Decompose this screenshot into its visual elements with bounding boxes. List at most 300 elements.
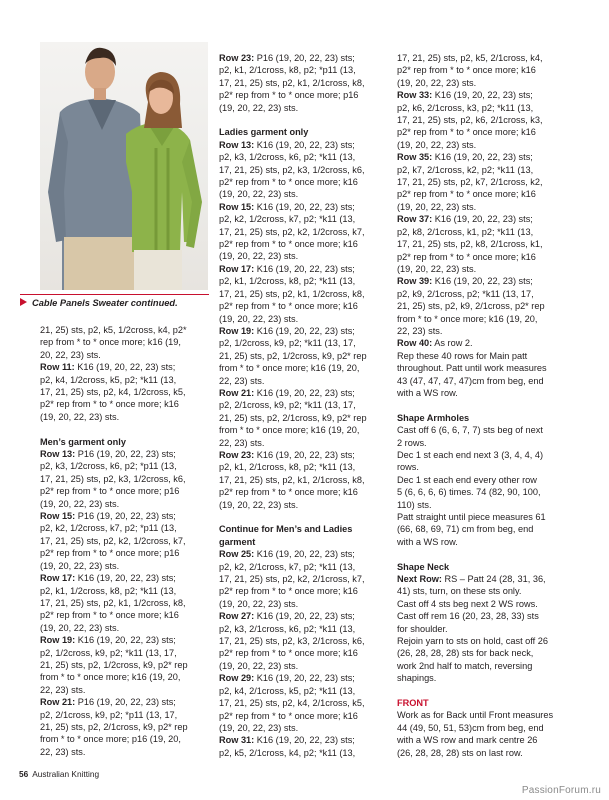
sweater-photo bbox=[40, 42, 208, 290]
line-text: with a WS row and mark centre 26 bbox=[397, 735, 538, 746]
text-line bbox=[219, 263, 399, 275]
line-text: 41) sts, turn, on these sts only. bbox=[397, 586, 522, 597]
line-text: K16 (19, 20, 22, 23) sts; bbox=[432, 214, 533, 225]
section-heading: Continue for Men’s and Ladies bbox=[219, 524, 353, 535]
text-line bbox=[40, 361, 220, 373]
text-line bbox=[40, 647, 220, 659]
text-line bbox=[219, 313, 399, 325]
line-text: p2, k3, 1/2cross, k6, p2; *p11 (13, bbox=[40, 461, 177, 472]
text-line bbox=[397, 251, 577, 263]
text-line bbox=[397, 722, 577, 734]
line-text: K16 (19, 20, 22, 23) sts; bbox=[254, 325, 355, 336]
row-label: Row 29: bbox=[219, 673, 255, 684]
text-line bbox=[40, 622, 220, 634]
line-text: (19, 20, 22, 23) sts. bbox=[219, 598, 299, 609]
row-label: Row 15: bbox=[40, 511, 76, 522]
line-text: K16 (19, 20, 22, 23) sts; bbox=[254, 139, 355, 150]
line-text: Dec 1 st each end every other row bbox=[397, 474, 537, 485]
text-line bbox=[397, 89, 577, 101]
section-heading: Shape Neck bbox=[397, 561, 450, 572]
text-line bbox=[397, 437, 577, 449]
text-line bbox=[397, 350, 577, 362]
row-label: Row 35: bbox=[397, 152, 433, 163]
line-text: p2, k2, 1/2cross, k7, p2; *k11 (13, bbox=[219, 214, 356, 225]
line-text: Dec 1 st each end next 3 (3, 4, 4, 4) bbox=[397, 449, 544, 460]
text-line bbox=[40, 522, 220, 534]
line-text: 22, 23) sts. bbox=[219, 375, 265, 386]
text-line bbox=[219, 623, 399, 635]
text-line bbox=[40, 349, 220, 361]
row-label: Row 13: bbox=[219, 139, 255, 150]
text-line bbox=[397, 598, 577, 610]
line-text: 43 (47, 47, 47, 47)cm from beg, end bbox=[397, 375, 544, 386]
text-line bbox=[397, 424, 577, 436]
row-label: Row 19: bbox=[219, 325, 255, 336]
text-line bbox=[40, 460, 220, 472]
text-line bbox=[397, 151, 577, 163]
text-line bbox=[397, 275, 577, 287]
section-heading: Ladies garment only bbox=[219, 127, 309, 138]
text-line bbox=[219, 102, 399, 114]
text-line bbox=[397, 213, 577, 225]
text-line bbox=[219, 486, 399, 498]
line-text: Rep these 40 rows for Main patt bbox=[397, 350, 528, 361]
line-text: (19, 20, 22, 23) sts. bbox=[397, 263, 477, 274]
line-text: (19, 20, 22, 23) sts. bbox=[219, 102, 299, 113]
line-text: p2* rep from * to * once more; p16 bbox=[40, 548, 180, 559]
text-line bbox=[397, 362, 577, 374]
text-line bbox=[219, 449, 399, 461]
row-label: Row 21: bbox=[219, 387, 255, 398]
text-line bbox=[219, 722, 399, 734]
line-text: Cast off rem 16 (20, 23, 28, 33) sts bbox=[397, 611, 539, 622]
line-text: P16 (19, 20, 22, 23) sts; bbox=[75, 511, 176, 522]
line-text: 21, 25) sts, p2, 2/1cross, k9, p2* rep bbox=[40, 721, 188, 732]
row-label: Row 11: bbox=[40, 362, 75, 373]
line-text: 2 rows. bbox=[397, 437, 427, 448]
page-footer bbox=[19, 769, 99, 779]
text-line bbox=[219, 213, 399, 225]
line-text: (19, 20, 22, 23) sts. bbox=[40, 622, 120, 633]
text-line bbox=[40, 374, 220, 386]
text-line bbox=[40, 448, 220, 460]
line-text: p2, k1, 2/1cross, k8, p2; *k11 (13, bbox=[219, 462, 356, 473]
text-line bbox=[219, 300, 399, 312]
line-text: p2, k1, 2/1cross, k8, p2; *p11 (13, bbox=[219, 65, 356, 76]
text-line bbox=[219, 176, 399, 188]
text-line bbox=[40, 696, 220, 708]
line-text: p2, 1/2cross, k9, p2; *k11 (13, 17, bbox=[40, 647, 177, 658]
paragraph-gap bbox=[397, 685, 577, 697]
line-text: Work as for Back until Front measures bbox=[397, 710, 554, 721]
text-line bbox=[40, 671, 220, 683]
text-line bbox=[219, 64, 399, 76]
text-line bbox=[397, 747, 577, 759]
line-text: 21, 25) sts, p2, 1/2cross, k9, p2* rep bbox=[40, 659, 188, 670]
paragraph-gap bbox=[219, 114, 399, 126]
line-text: p2* rep from * to * once more; k16 bbox=[40, 399, 179, 410]
line-text: (19, 20, 22, 23) sts. bbox=[397, 139, 477, 150]
line-text: 17, 21, 25) sts, p2, k1, 1/2cross, k8, bbox=[219, 288, 365, 299]
text-line bbox=[219, 288, 399, 300]
text-line bbox=[219, 548, 399, 560]
text-line bbox=[40, 609, 220, 621]
line-text: 44 (49, 50, 51, 53)cm from beg, end bbox=[397, 722, 544, 733]
text-line bbox=[219, 238, 399, 250]
text-line bbox=[397, 709, 577, 721]
paragraph-gap bbox=[397, 548, 577, 560]
row-label: Next Row: bbox=[397, 574, 442, 585]
line-text: p2, k4, 2/1cross, k5, p2; *k11 (13, bbox=[219, 685, 356, 696]
text-line bbox=[219, 337, 399, 349]
text-line bbox=[40, 498, 220, 510]
text-line bbox=[40, 746, 220, 758]
line-text: K16 (19, 20, 22, 23) sts; bbox=[254, 263, 355, 274]
line-text: from * to * once more; k16 (19, 20, bbox=[219, 363, 360, 374]
text-line bbox=[219, 734, 399, 746]
text-line bbox=[397, 511, 577, 523]
text-line bbox=[397, 226, 577, 238]
line-text: p2, k7, 2/1cross, k2, p2; *k11 (13, bbox=[397, 164, 534, 175]
text-line bbox=[219, 598, 399, 610]
line-text: p2* rep from * to * once more; k16 bbox=[219, 177, 358, 188]
line-text: from * to * once more; k16 (19, 20, bbox=[40, 672, 181, 683]
text-line bbox=[40, 510, 220, 522]
line-text: p2, k5, 2/1cross, k4, p2; *k11 (13, bbox=[219, 747, 356, 758]
line-text: 17, 21, 25) sts, p2, k5, 2/1cross, k4, bbox=[397, 53, 543, 63]
text-line bbox=[219, 52, 399, 64]
line-text: 17, 21, 25) sts, p2, k2, 2/1cross, k7, bbox=[219, 574, 365, 585]
text-line bbox=[397, 536, 577, 548]
line-text: 17, 21, 25) sts, p2, k3, 1/2cross, k6, bbox=[40, 473, 186, 484]
text-line bbox=[397, 660, 577, 672]
text-line bbox=[219, 375, 399, 387]
text-line bbox=[397, 387, 577, 399]
line-text: 17, 21, 25) sts, p2, k7, 2/1cross, k2, bbox=[397, 177, 543, 188]
text-line bbox=[219, 747, 399, 759]
paragraph-gap bbox=[40, 423, 220, 435]
text-line bbox=[219, 164, 399, 176]
line-text: P16 (19, 20, 22, 23) sts; bbox=[75, 697, 176, 708]
text-line bbox=[219, 672, 399, 684]
line-text: with a WS row. bbox=[397, 536, 458, 547]
line-text: Rejoin yarn to sts on hold, cast off 26 bbox=[397, 636, 549, 647]
line-text: p2, k1, 1/2cross, k8, p2; *k11 (13, bbox=[40, 585, 177, 596]
line-text: K16 (19, 20, 22, 23) sts; bbox=[254, 201, 355, 212]
text-line bbox=[219, 660, 399, 672]
line-text: Cast off 4 sts beg next 2 WS rows. bbox=[397, 598, 538, 609]
line-text: work 2nd half to match, reversing bbox=[397, 660, 533, 671]
text-line bbox=[219, 635, 399, 647]
text-line bbox=[219, 585, 399, 597]
line-text: 17, 21, 25) sts, p2, k6, 2/1cross, k3, bbox=[397, 115, 543, 126]
text-line bbox=[397, 449, 577, 461]
line-text: with a WS row. bbox=[397, 387, 458, 398]
line-text: 17, 21, 25) sts, p2, k3, 1/2cross, k6, bbox=[219, 164, 365, 175]
line-text: 110) sts. bbox=[397, 499, 432, 510]
text-line bbox=[219, 647, 399, 659]
text-line bbox=[397, 64, 577, 76]
text-line bbox=[40, 336, 220, 348]
line-text: As row 2. bbox=[432, 338, 473, 349]
section-heading-red: FRONT bbox=[397, 698, 429, 709]
text-line bbox=[219, 399, 399, 411]
text-column-1 bbox=[40, 324, 220, 758]
text-line bbox=[219, 350, 399, 362]
text-line bbox=[397, 114, 577, 126]
line-text: p2* rep from * to * once more; k16 bbox=[40, 610, 179, 621]
text-line bbox=[397, 176, 577, 188]
text-line bbox=[40, 386, 220, 398]
line-text: 21, 25) sts, p2, k9, 2/1cross, p2* rep bbox=[397, 301, 545, 312]
text-line bbox=[397, 164, 577, 176]
line-text: p2, k2, 1/2cross, k7, p2; *p11 (13, bbox=[40, 523, 177, 534]
page-number: 56 bbox=[19, 769, 29, 779]
text-line bbox=[219, 275, 399, 287]
line-text: p2* rep from * to * once more; k16 bbox=[397, 65, 536, 76]
text-line bbox=[397, 102, 577, 114]
line-text: 20, 22, 23) sts. bbox=[40, 349, 101, 360]
line-text: K16 (19, 20, 22, 23) sts; bbox=[432, 152, 533, 163]
text-line bbox=[397, 734, 577, 746]
row-label: Row 23: bbox=[219, 53, 255, 63]
text-line bbox=[219, 151, 399, 163]
line-text: p2, 2/1cross, k9, p2; *k11 (13, 17, bbox=[219, 400, 356, 411]
text-line bbox=[40, 733, 220, 745]
text-line bbox=[219, 710, 399, 722]
text-line bbox=[219, 697, 399, 709]
line-text: p2, 1/2cross, k9, p2; *k11 (13, 17, bbox=[219, 338, 356, 349]
row-label: Row 17: bbox=[40, 573, 76, 584]
line-text: throughout. Patt until work measures bbox=[397, 363, 547, 374]
line-text: (19, 20, 22, 23) sts. bbox=[219, 313, 299, 324]
line-text: 17, 21, 25) sts, p2, k8, 2/1cross, k1, bbox=[397, 239, 543, 250]
line-text: p2* rep from * to * once more; k16 bbox=[397, 127, 536, 138]
line-text: rows. bbox=[397, 462, 419, 473]
line-text: for shoulder. bbox=[397, 623, 448, 634]
text-line bbox=[40, 485, 220, 497]
text-line bbox=[219, 499, 399, 511]
row-label: Row 17: bbox=[219, 263, 255, 274]
line-text: (19, 20, 22, 23) sts. bbox=[219, 251, 299, 262]
line-text: (26, 28, 28, 28) sts for back neck, bbox=[397, 648, 534, 659]
caption-rule bbox=[20, 294, 209, 295]
line-text: 21, 25) sts, p2, 1/2cross, k9, p2* rep bbox=[219, 350, 367, 361]
text-line bbox=[397, 126, 577, 138]
text-line bbox=[40, 597, 220, 609]
text-line bbox=[219, 424, 399, 436]
line-text: 22, 23) sts. bbox=[40, 746, 86, 757]
line-text: 22, 23) sts. bbox=[219, 437, 265, 448]
line-text: p2, k6, 2/1cross, k3, p2; *k11 (13, bbox=[397, 102, 534, 113]
line-text: (26, 28, 28, 28) sts on last row. bbox=[397, 747, 523, 758]
paragraph-gap bbox=[397, 399, 577, 411]
line-text: p2* rep from * to * once more; k16 bbox=[397, 251, 536, 262]
text-line bbox=[219, 573, 399, 585]
row-label: Row 27: bbox=[219, 611, 255, 622]
text-line bbox=[397, 52, 577, 64]
magazine-name: Australian Knitting bbox=[32, 769, 100, 779]
line-text: (19, 20, 22, 23) sts. bbox=[397, 77, 477, 88]
text-line bbox=[397, 610, 577, 622]
line-text: rep from * to * once more; k16 (19, bbox=[40, 337, 181, 348]
row-label: Row 15: bbox=[219, 201, 255, 212]
text-line bbox=[397, 263, 577, 275]
text-line bbox=[397, 139, 577, 151]
line-text: K16 (19, 20, 22, 23) sts; bbox=[432, 276, 533, 287]
text-line bbox=[397, 635, 577, 647]
text-line bbox=[397, 461, 577, 473]
text-line bbox=[397, 672, 577, 684]
text-line bbox=[219, 89, 399, 101]
text-line bbox=[397, 499, 577, 511]
line-text: Patt straight until piece measures 61 bbox=[397, 512, 546, 523]
line-text: 17, 21, 25) sts, p2, k1, 2/1cross, k8, bbox=[219, 474, 365, 485]
row-label: Row 19: bbox=[40, 635, 76, 646]
line-text: K16 (19, 20, 22, 23) sts; bbox=[432, 90, 533, 101]
line-text: from * to * once more; k16 (19, 20, bbox=[219, 425, 360, 436]
line-text: p2* rep from * to * once more; k16 bbox=[219, 586, 358, 597]
text-line bbox=[397, 325, 577, 337]
line-text: (19, 20, 22, 23) sts. bbox=[219, 189, 299, 200]
row-label: Row 40: bbox=[397, 338, 433, 349]
text-line bbox=[219, 250, 399, 262]
line-text: (19, 20, 22, 23) sts. bbox=[40, 498, 120, 509]
line-text: 5 (6, 6, 6, 6) times. 74 (82, 90, 100, bbox=[397, 487, 541, 498]
text-line bbox=[397, 300, 577, 312]
text-line bbox=[397, 238, 577, 250]
caption-text: Cable Panels Sweater continued. bbox=[32, 298, 178, 308]
text-line bbox=[40, 411, 220, 423]
text-line bbox=[40, 473, 220, 485]
text-line bbox=[219, 77, 399, 89]
line-text: p2* rep from * to * once more; k16 bbox=[219, 239, 358, 250]
line-text: K16 (19, 20, 22, 23) sts; bbox=[254, 387, 355, 398]
line-text: p2* rep from * to * once more; k16 bbox=[219, 648, 358, 659]
line-text: 21, 25) sts, p2, 2/1cross, k9, p2* rep bbox=[219, 412, 367, 423]
text-line bbox=[40, 535, 220, 547]
text-line bbox=[40, 547, 220, 559]
text-line bbox=[397, 201, 577, 213]
text-column-2 bbox=[219, 52, 399, 759]
text-line bbox=[219, 561, 399, 573]
text-line bbox=[40, 560, 220, 572]
row-label: Row 39: bbox=[397, 276, 433, 287]
text-line bbox=[40, 709, 220, 721]
text-line bbox=[40, 721, 220, 733]
triangle-icon bbox=[20, 298, 27, 306]
line-text: K16 (19, 20, 22, 23) sts; bbox=[75, 573, 176, 584]
line-text: from * to * once more; k16 (19, 20, bbox=[397, 313, 538, 324]
text-column-3 bbox=[397, 52, 577, 759]
text-line bbox=[397, 77, 577, 89]
text-line bbox=[219, 461, 399, 473]
line-text: p2, k3, 1/2cross, k6, p2; *k11 (13, bbox=[219, 152, 356, 163]
line-text: K16 (19, 20, 22, 23) sts; bbox=[254, 611, 355, 622]
line-text: 17, 21, 25) sts, p2, k3, 2/1cross, k6, bbox=[219, 636, 365, 647]
line-text: p2* rep from * to * once more; k16 bbox=[219, 710, 358, 721]
text-line bbox=[40, 659, 220, 671]
models-illustration bbox=[40, 42, 208, 290]
text-line bbox=[397, 585, 577, 597]
line-text: p2* rep from * to * once more; p16 bbox=[219, 90, 359, 101]
line-text: RS – Patt 24 (28, 31, 36, bbox=[441, 574, 546, 585]
line-text: Cast off 6 (6, 6, 7, 7) sts beg of next bbox=[397, 425, 543, 436]
text-line bbox=[219, 412, 399, 424]
line-text: (66, 68, 69, 71) cm from beg, end bbox=[397, 524, 534, 535]
row-label: Row 37: bbox=[397, 214, 433, 225]
text-line bbox=[397, 623, 577, 635]
line-text: p2* rep from * to * once more; k16 bbox=[219, 301, 358, 312]
text-line bbox=[219, 139, 399, 151]
row-label: Row 31: bbox=[219, 735, 255, 746]
line-text: p2* rep from * to * once more; k16 bbox=[219, 487, 358, 498]
line-text: shapings. bbox=[397, 673, 437, 684]
line-text: P16 (19, 20, 22, 23) sts; bbox=[254, 53, 355, 63]
line-text: p2, k8, 2/1cross, k1, p2; *k11 (13, bbox=[397, 226, 534, 237]
text-line bbox=[397, 375, 577, 387]
row-label: Row 25: bbox=[219, 549, 255, 560]
line-text: (19, 20, 22, 23) sts. bbox=[219, 499, 299, 510]
line-text: p2, k2, 2/1cross, k7, p2; *k11 (13, bbox=[219, 561, 356, 572]
line-text: p2, k9, 2/1cross, p2; *k11 (13, 17, bbox=[397, 288, 534, 299]
text-line bbox=[219, 437, 399, 449]
line-text: K16 (19, 20, 22, 23) sts; bbox=[254, 449, 355, 460]
row-label: Row 21: bbox=[40, 697, 76, 708]
text-line bbox=[397, 523, 577, 535]
line-text: p2, 2/1cross, k9, p2; *p11 (13, 17, bbox=[40, 709, 178, 720]
text-line bbox=[219, 610, 399, 622]
watermark: PassionForum.ru bbox=[521, 785, 601, 796]
text-line bbox=[397, 647, 577, 659]
row-label: Row 33: bbox=[397, 90, 433, 101]
text-line bbox=[397, 573, 577, 585]
line-text: p2, k3, 2/1cross, k6, p2; *k11 (13, bbox=[219, 623, 356, 634]
text-line bbox=[219, 362, 399, 374]
line-text: (19, 20, 22, 23) sts. bbox=[397, 201, 477, 212]
text-line bbox=[40, 398, 220, 410]
text-line bbox=[40, 684, 220, 696]
photo-caption bbox=[20, 297, 220, 309]
line-text: p2* rep from * to * once more; k16 bbox=[397, 189, 536, 200]
line-text: p2* rep from * to * once more; p16 bbox=[40, 486, 180, 497]
text-line bbox=[219, 387, 399, 399]
text-line bbox=[219, 474, 399, 486]
line-text: P16 (19, 20, 22, 23) sts; bbox=[75, 449, 176, 460]
line-text: K16 (19, 20, 22, 23) sts; bbox=[74, 362, 176, 373]
line-text: (19, 20, 22, 23) sts. bbox=[219, 660, 299, 671]
line-text: (19, 20, 22, 23) sts. bbox=[40, 560, 120, 571]
paragraph-gap bbox=[219, 511, 399, 523]
line-text: 17, 21, 25) sts, p2, k4, 2/1cross, k5, bbox=[219, 698, 365, 709]
line-text: p2, k4, 1/2cross, k5, p2; *k11 (13, bbox=[40, 374, 177, 385]
row-label: Row 23: bbox=[219, 449, 255, 460]
text-line bbox=[219, 226, 399, 238]
section-heading: garment bbox=[219, 536, 256, 547]
text-line bbox=[40, 572, 220, 584]
line-text: 22, 23) sts. bbox=[397, 325, 443, 336]
line-text: 17, 21, 25) sts, p2, k1, 1/2cross, k8, bbox=[40, 597, 186, 608]
section-heading: Shape Armholes bbox=[397, 412, 470, 423]
text-line bbox=[397, 486, 577, 498]
line-text: 17, 21, 25) sts, p2, k4, 1/2cross, k5, bbox=[40, 387, 186, 398]
line-text: p2, k1, 1/2cross, k8, p2; *k11 (13, bbox=[219, 276, 356, 287]
text-line bbox=[397, 288, 577, 300]
line-text: 21, 25) sts, p2, k5, 1/2cross, k4, p2* bbox=[40, 325, 187, 335]
line-text: K16 (19, 20, 22, 23) sts; bbox=[254, 549, 355, 560]
line-text: from * to * once more; p16 (19, 20, bbox=[40, 734, 181, 745]
text-line bbox=[397, 337, 577, 349]
